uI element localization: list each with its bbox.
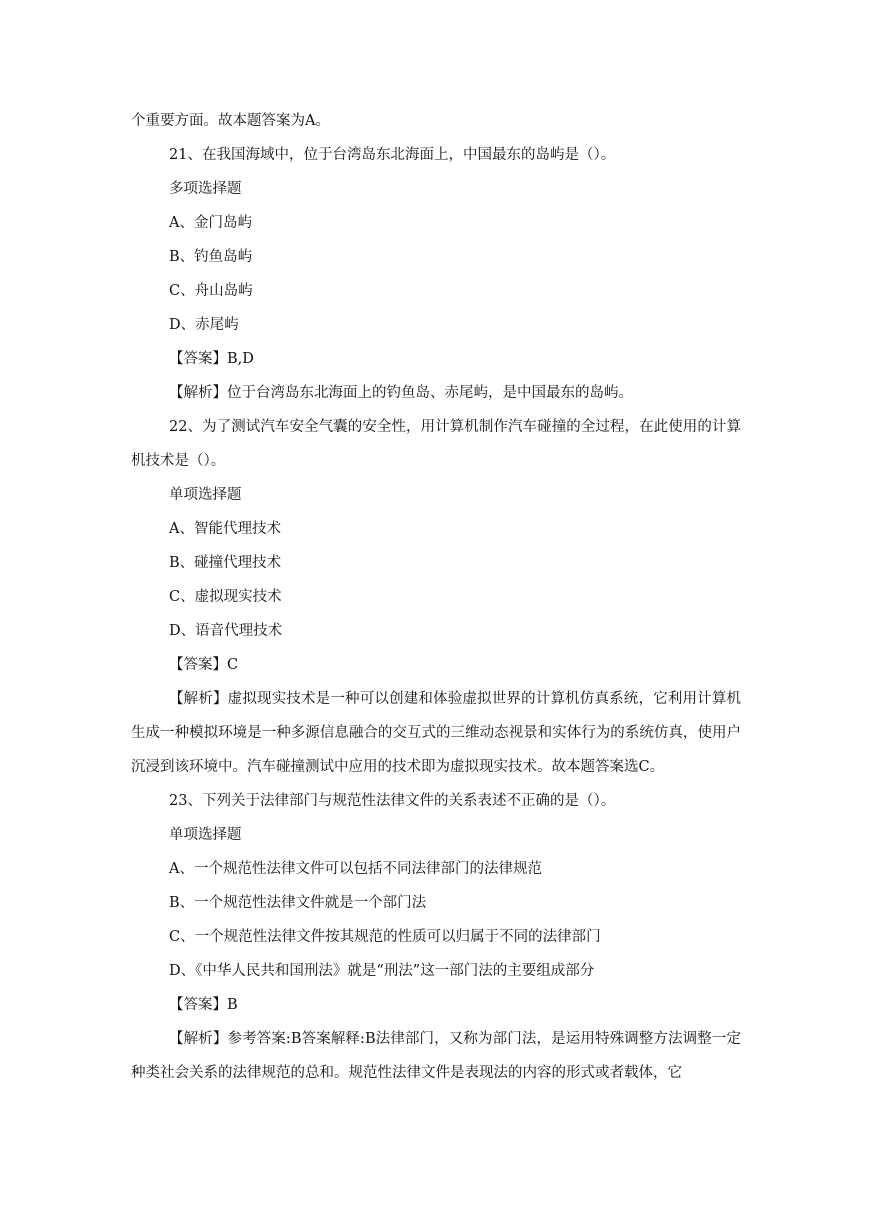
question-21-option-b: B、钓鱼岛屿 <box>169 249 253 265</box>
question-22-explanation: 【解析】虚拟现实技术是一种可以创建和体验虚拟世界的计算机仿真系统，它利用计算机生成一种模拟环境是一种多源信息融合的交互式的三维动态视景和实体行为的系统仿真，使用户沉浸到该环境中。汽车碰撞测试中应用的技术即为虚拟现实技术。故本题答案选C。 <box>131 691 741 775</box>
question-21: 21、在我国海域中，位于台湾岛东北海面上，中国最东的岛屿是（）。 <box>169 147 616 163</box>
question-21-option-d: D、赤尾屿 <box>169 317 239 333</box>
question-23-option-b: B、一个规范性法律文件就是一个部门法 <box>169 895 427 911</box>
question-23-explanation: 【解析】参考答案:B答案解释:B法律部门，又称为部门法，是运用特殊调整方法调整一定种类社会关系的法律规范的总和。规范性法律文件是表现法的内容的形式或者载体，它 <box>131 1031 741 1081</box>
carryover-line: 个重要方面。故本题答案为A。 <box>131 113 330 129</box>
question-22-type: 单项选择题 <box>169 487 242 503</box>
question-21-answer: 【答案】B,D <box>169 351 254 367</box>
question-21-option-a: A、金门岛屿 <box>169 215 252 231</box>
question-22-option-d: D、语音代理技术 <box>169 623 283 639</box>
question-22-answer: 【答案】C <box>169 657 239 673</box>
question-23-option-a: A、一个规范性法律文件可以包括不同法律部门的法律规范 <box>169 861 542 877</box>
document-body <box>131 104 741 1090</box>
question-21-type: 多项选择题 <box>169 181 242 197</box>
question-23-option-d: D、《中华人民共和国刑法》就是“刑法”这一部门法的主要组成部分 <box>169 963 595 979</box>
question-22-option-c: C、虚拟现实技术 <box>169 589 282 605</box>
question-22: 22、为了测试汽车安全气囊的安全性，用计算机制作汽车碰撞的全过程，在此使用的计算机技术是（）。 <box>131 419 741 469</box>
question-21-option-c: C、舟山岛屿 <box>169 283 253 299</box>
question-23-type: 单项选择题 <box>169 827 242 843</box>
question-22-option-a: A、智能代理技术 <box>169 521 281 537</box>
question-23-option-c: C、一个规范性法律文件按其规范的性质可以归属于不同的法律部门 <box>169 929 601 945</box>
question-22-option-b: B、碰撞代理技术 <box>169 555 282 571</box>
question-23: 23、下列关于法律部门与规范性法律文件的关系表述不正确的是（）。 <box>169 793 616 809</box>
question-23-answer: 【答案】B <box>169 997 238 1013</box>
question-21-explanation: 【解析】位于台湾岛东北海面上的钓鱼岛、赤尾屿，是中国最东的岛屿。 <box>169 385 633 401</box>
